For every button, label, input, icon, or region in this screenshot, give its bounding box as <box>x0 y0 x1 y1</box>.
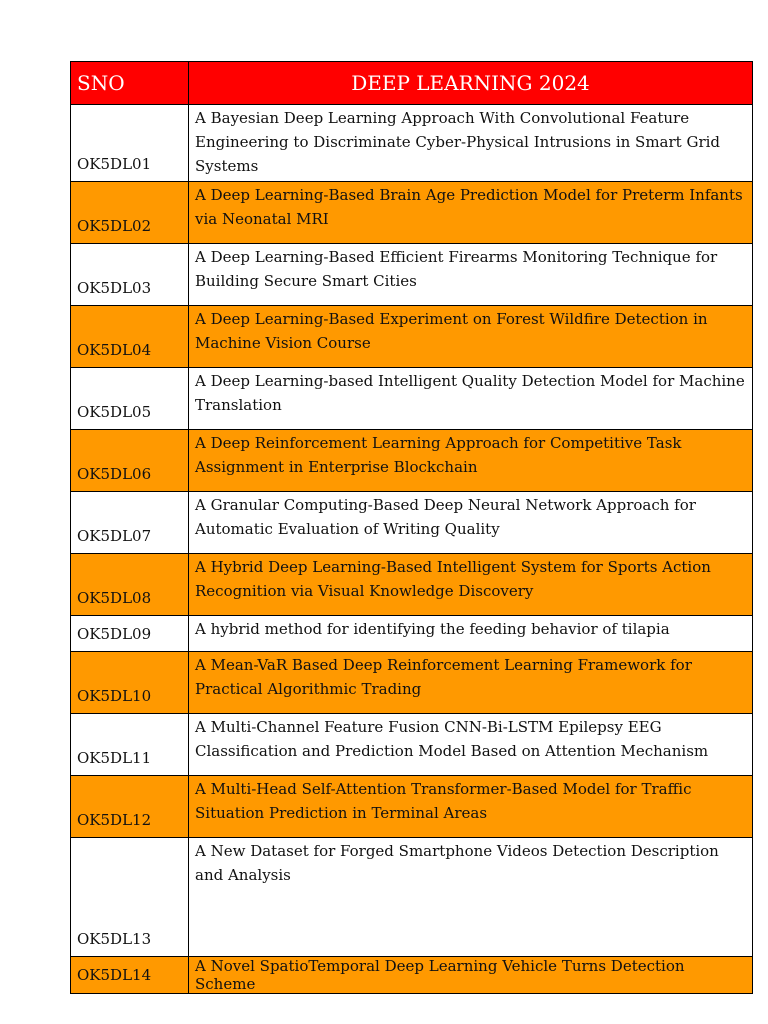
table-row <box>71 306 753 368</box>
row-sno: OK5DL13 <box>71 838 189 957</box>
row-sno: OK5DL04 <box>71 306 189 368</box>
table-row <box>71 244 753 306</box>
table-row <box>71 616 753 652</box>
row-sno: OK5DL08 <box>71 554 189 616</box>
row-title: A Novel SpatioTemporal Deep Learning Vehicle Turns Detection Scheme <box>189 957 753 994</box>
row-title: A Deep Reinforcement Learning Approach for Competitive Task Assignment in Enterprise Blockchain <box>189 430 753 492</box>
table-row <box>71 776 753 838</box>
row-sno: OK5DL11 <box>71 714 189 776</box>
paper-list-table-container <box>70 61 752 994</box>
table-row <box>71 105 753 182</box>
table-row <box>71 368 753 430</box>
row-sno: OK5DL14 <box>71 957 189 994</box>
header-title: DEEP LEARNING 2024 <box>189 62 753 105</box>
header-sno: SNO <box>71 62 189 105</box>
row-sno: OK5DL02 <box>71 182 189 244</box>
row-title: A Multi-Head Self-Attention Transformer-Based Model for Traffic Situation Prediction in Terminal Areas <box>189 776 753 838</box>
row-sno: OK5DL07 <box>71 492 189 554</box>
row-title: A Deep Learning-Based Efficient Firearms Monitoring Technique for Building Secure Smart Cities <box>189 244 753 306</box>
row-sno: OK5DL06 <box>71 430 189 492</box>
row-title: A Granular Computing-Based Deep Neural Network Approach for Automatic Evaluation of Writing Quality <box>189 492 753 554</box>
row-sno: OK5DL01 <box>71 105 189 182</box>
paper-list-table <box>70 61 753 994</box>
table-row <box>71 957 753 994</box>
row-title: A hybrid method for identifying the feeding behavior of tilapia <box>189 616 753 652</box>
row-sno: OK5DL03 <box>71 244 189 306</box>
table-row <box>71 714 753 776</box>
table-row <box>71 554 753 616</box>
row-sno: OK5DL09 <box>71 616 189 652</box>
table-row <box>71 182 753 244</box>
row-sno: OK5DL05 <box>71 368 189 430</box>
row-title: A Multi-Channel Feature Fusion CNN-Bi-LSTM Epilepsy EEG Classification and Prediction Model Based on Attention Mechanism <box>189 714 753 776</box>
row-title: A Mean-VaR Based Deep Reinforcement Learning Framework for Practical Algorithmic Trading <box>189 652 753 714</box>
table-row <box>71 652 753 714</box>
row-title: A Bayesian Deep Learning Approach With Convolutional Feature Engineering to Discriminate Cyber-Physical Intrusions in Smart Grid Systems <box>189 105 753 182</box>
table-row <box>71 430 753 492</box>
row-sno: OK5DL10 <box>71 652 189 714</box>
row-sno: OK5DL12 <box>71 776 189 838</box>
table-row <box>71 492 753 554</box>
row-title: A New Dataset for Forged Smartphone Videos Detection Description and Analysis <box>189 838 753 957</box>
table-header-row <box>71 62 753 105</box>
row-title: A Deep Learning-based Intelligent Quality Detection Model for Machine Translation <box>189 368 753 430</box>
row-title: A Hybrid Deep Learning-Based Intelligent System for Sports Action Recognition via Visual Knowledge Discovery <box>189 554 753 616</box>
row-title: A Deep Learning-Based Experiment on Forest Wildfire Detection in Machine Vision Course <box>189 306 753 368</box>
row-title: A Deep Learning-Based Brain Age Prediction Model for Preterm Infants via Neonatal MRI <box>189 182 753 244</box>
table-row <box>71 838 753 957</box>
